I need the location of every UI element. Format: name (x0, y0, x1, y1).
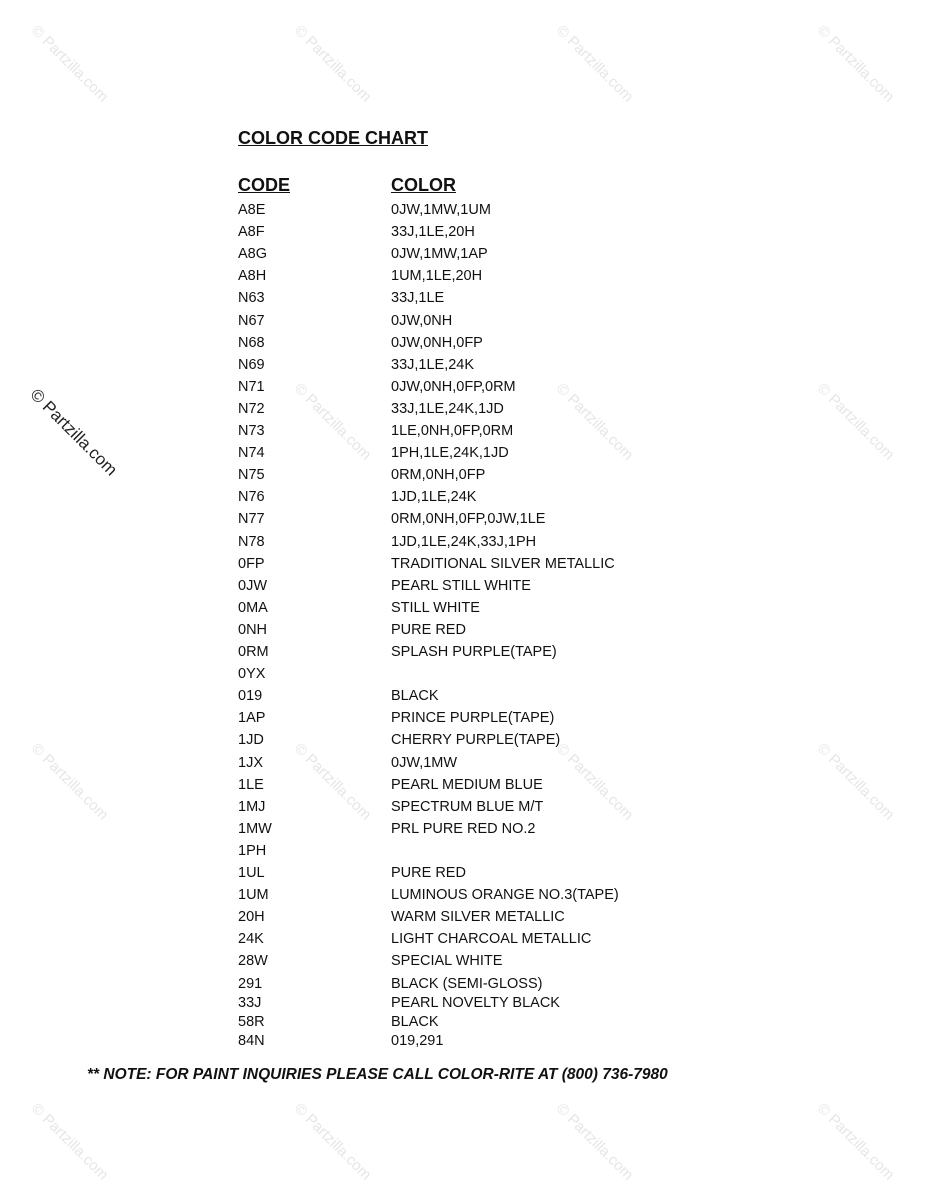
code-cell: N74 (238, 445, 265, 462)
watermark-text: © Partzilla.com (813, 380, 898, 464)
watermark-dark: © Partzilla.com (26, 385, 122, 480)
code-cell: N68 (238, 334, 265, 351)
color-column-header: COLOR (391, 175, 456, 195)
color-cell: BLACK (391, 1013, 439, 1030)
color-cell: PEARL STILL WHITE (391, 577, 531, 594)
watermark-text: © Partzilla.com (27, 740, 112, 824)
code-cell: 1MJ (238, 798, 266, 815)
code-cell: 291 (238, 975, 263, 992)
paint-inquiry-note: ** NOTE: FOR PAINT INQUIRIES PLEASE CALL COLOR-RITE AT (800) 736-7980 (87, 1066, 668, 1083)
watermark-text: © Partzilla.com (552, 740, 637, 824)
color-cell: 019,291 (391, 1032, 444, 1049)
watermark-text: © Partzilla.com (290, 1100, 375, 1184)
code-cell: 0JW (238, 577, 267, 594)
color-cell: 0RM,0NH,0FP (391, 467, 486, 484)
code-cell: 0MA (238, 599, 268, 616)
color-cell: TRADITIONAL SILVER METALLIC (391, 555, 615, 572)
code-cell: N72 (238, 400, 265, 417)
color-cell: BLACK (391, 688, 439, 705)
watermark-text: © Partzilla.com (552, 22, 637, 106)
code-cell: 28W (238, 953, 268, 970)
code-cell: N76 (238, 489, 265, 506)
color-cell: BLACK (SEMI-GLOSS) (391, 975, 543, 992)
watermark-text: © Partzilla.com (290, 380, 375, 464)
watermark-text: © Partzilla.com (813, 22, 898, 106)
code-cell: A8G (238, 246, 268, 263)
code-cell: 1AP (238, 710, 266, 727)
color-cell: 1PH,1LE,24K,1JD (391, 445, 509, 462)
code-cell: A8E (238, 202, 266, 218)
color-cell: SPECTRUM BLUE M/T (391, 798, 544, 815)
color-cell: PEARL MEDIUM BLUE (391, 776, 543, 793)
watermark-text: © Partzilla.com (552, 1100, 637, 1184)
color-cell: PRINCE PURPLE(TAPE) (391, 710, 555, 727)
color-cell: PEARL NOVELTY BLACK (391, 994, 560, 1011)
color-cell: WARM SILVER METALLIC (391, 909, 565, 926)
color-cell: PURE RED (391, 865, 466, 881)
code-cell: 20H (238, 909, 265, 926)
color-cell: 33J,1LE,20H (391, 224, 475, 241)
color-cell: 33J,1LE,24K,1JD (391, 400, 504, 417)
color-cell: CHERRY PURPLE(TAPE) (391, 732, 561, 749)
code-cell: 1JD (238, 732, 264, 749)
code-cell: 0YX (238, 666, 266, 683)
color-cell: 0JW,0NH (391, 312, 453, 329)
code-cell: 1MW (238, 820, 272, 837)
color-cell: SPECIAL WHITE (391, 953, 503, 970)
code-cell: N67 (238, 312, 265, 329)
color-cell: 1LE,0NH,0FP,0RM (391, 423, 514, 439)
color-cell: 1UM,1LE,20H (391, 268, 483, 285)
color-cell: 0JW,1MW,1UM (391, 202, 491, 218)
code-cell: N78 (238, 533, 265, 550)
color-cell: 1JD,1LE,24K,33J,1PH (391, 533, 537, 550)
color-cell: 0JW,0NH,0FP,0RM (391, 378, 516, 395)
color-cell: SPLASH PURPLE(TAPE) (391, 644, 557, 660)
code-cell: 58R (238, 1013, 265, 1030)
code-cell: 0NH (238, 621, 268, 638)
code-cell: A8H (238, 268, 267, 285)
code-cell: 1JX (238, 754, 263, 771)
code-cell: 0RM (238, 644, 269, 660)
code-cell: 0FP (238, 555, 265, 572)
color-cell: 0JW,0NH,0FP (391, 334, 483, 351)
watermark-text: © Partzilla.com (290, 22, 375, 106)
color-cell: 0JW,1MW,1AP (391, 246, 488, 263)
page-title: COLOR CODE CHART (238, 128, 428, 148)
code-cell: 33J (238, 994, 262, 1011)
watermark-text: © Partzilla.com (552, 380, 637, 464)
code-cell: 1UM (238, 887, 269, 904)
code-cell: 1UL (238, 865, 265, 881)
color-cell: STILL WHITE (391, 599, 480, 616)
code-cell: 1LE (238, 776, 264, 793)
code-cell: N71 (238, 378, 265, 395)
watermark-text: © Partzilla.com (813, 740, 898, 824)
code-cell: N73 (238, 423, 265, 439)
code-cell: 84N (238, 1032, 265, 1049)
color-cell: PRL PURE RED NO.2 (391, 820, 536, 837)
code-cell: N77 (238, 511, 265, 528)
color-cell: 0RM,0NH,0FP,0JW,1LE (391, 511, 546, 528)
watermark-text: © Partzilla.com (813, 1100, 898, 1184)
watermark-text: © Partzilla.com (27, 22, 112, 106)
color-cell: LUMINOUS ORANGE NO.3(TAPE) (391, 887, 619, 904)
color-cell: 33J,1LE,24K (391, 356, 475, 373)
color-cell: PURE RED (391, 621, 466, 638)
color-cell: 33J,1LE (391, 290, 445, 307)
code-cell: 019 (238, 688, 263, 705)
color-cell: 1JD,1LE,24K (391, 489, 477, 506)
code-column-header: CODE (238, 175, 291, 195)
code-cell: N75 (238, 467, 265, 484)
code-cell: 1PH (238, 842, 267, 859)
watermark-text: © Partzilla.com (27, 1100, 112, 1184)
code-cell: 24K (238, 931, 264, 948)
code-cell: N63 (238, 290, 265, 307)
code-cell: N69 (238, 356, 265, 373)
color-cell: 0JW,1MW (391, 754, 458, 771)
watermark-text: © Partzilla.com (290, 740, 375, 824)
code-cell: A8F (238, 224, 265, 241)
color-cell: LIGHT CHARCOAL METALLIC (391, 931, 592, 948)
